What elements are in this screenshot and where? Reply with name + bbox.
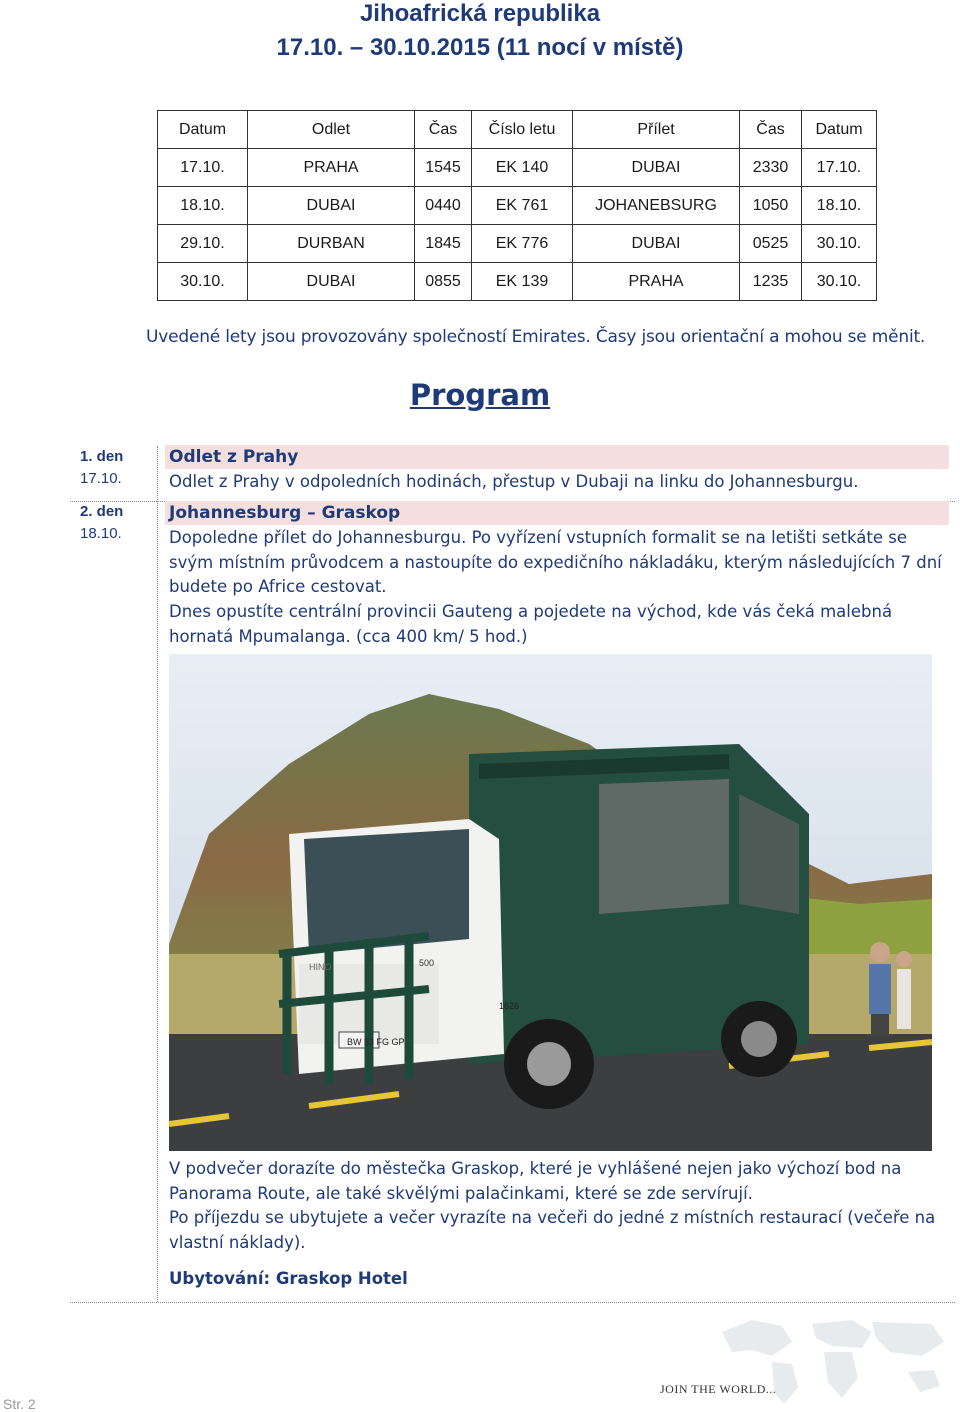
table-cell: 1845 xyxy=(415,225,472,263)
photo-lettering: 500 xyxy=(419,958,435,968)
table-cell: 1545 xyxy=(415,149,472,187)
day-label xyxy=(80,446,123,490)
day-label xyxy=(80,501,123,545)
paragraph: Po příjezdu se ubytujete a večer vyrazíte na večeři do jedné z místních restaurací (večeře na vlastní náklady). xyxy=(169,1208,936,1253)
table-cell: EK 139 xyxy=(472,263,573,301)
table-cell: 0440 xyxy=(415,187,472,225)
day-text xyxy=(169,526,944,650)
truck-photo xyxy=(169,654,932,1151)
table-row xyxy=(158,225,877,263)
table-cell: DUBAI xyxy=(248,263,415,301)
table-cell: 0855 xyxy=(415,263,472,301)
table-cell: 18.10. xyxy=(802,187,877,225)
table-cell: EK 140 xyxy=(472,149,573,187)
page-number: Str. 2 xyxy=(3,1396,36,1412)
table-cell: DURBAN xyxy=(248,225,415,263)
table-cell: 17.10. xyxy=(158,149,248,187)
table-cell: EK 776 xyxy=(472,225,573,263)
page-title: Jihoafrická republika xyxy=(359,0,601,27)
column-header: Odlet xyxy=(248,111,415,149)
paragraph: Dopoledne přílet do Johannesburgu. Po vyřízení vstupních formalit se na letišti setkáte se svým místním průvodcem a nastoupíte do expedičního nákladáku, kterým následujících 7 dní budete po Africe cestovat. xyxy=(169,528,942,597)
day-text xyxy=(169,1157,944,1256)
table-cell: 1050 xyxy=(740,187,802,225)
paragraph: V podvečer dorazíte do městečka Graskop, které je vyhlášené nejen jako výchozí bod na Panorama Route, ale také skvělými palačinkami, které se zde servírují. xyxy=(169,1159,902,1203)
photo-lettering: BW 53 FG GP xyxy=(347,1037,405,1047)
photo-lettering: 1626 xyxy=(499,1001,520,1011)
table-cell: 17.10. xyxy=(802,149,877,187)
table-cell: DUBAI xyxy=(248,187,415,225)
day-text: Odlet z Prahy v odpoledních hodinách, přestup v Dubaji na linku do Johannesburgu. xyxy=(169,472,859,491)
day-title: Johannesburg – Graskop xyxy=(165,501,949,525)
table-row xyxy=(158,263,877,301)
table-cell: 30.10. xyxy=(802,263,877,301)
table-cell: 18.10. xyxy=(158,187,248,225)
table-cell: 30.10. xyxy=(802,225,877,263)
table-cell: 29.10. xyxy=(158,225,248,263)
table-cell: 30.10. xyxy=(158,263,248,301)
photo-lettering: HINO xyxy=(309,962,332,972)
column-header: Datum xyxy=(802,111,877,149)
program-heading: Program xyxy=(409,378,551,412)
column-header: Číslo letu xyxy=(472,111,573,149)
day-date: 17.10. xyxy=(80,470,122,487)
column-header: Přílet xyxy=(573,111,740,149)
column-header: Datum xyxy=(158,111,248,149)
table-cell: PRAHA xyxy=(573,263,740,301)
flight-note: Uvedené lety jsou provozovány společností Emirates. Časy jsou orientační a mohou se měnit. xyxy=(146,327,926,347)
table-cell: EK 761 xyxy=(472,187,573,225)
table-cell: 1235 xyxy=(740,263,802,301)
table-cell: 2330 xyxy=(740,149,802,187)
table-cell: JOHANEBSURG xyxy=(573,187,740,225)
day-number: 1. den xyxy=(80,448,124,465)
day-title: Odlet z Prahy xyxy=(165,445,949,469)
table-row xyxy=(158,187,877,225)
table-cell: PRAHA xyxy=(248,149,415,187)
day-divider xyxy=(70,1302,955,1303)
table-cell: DUBAI xyxy=(573,149,740,187)
day-number: 2. den xyxy=(80,503,124,520)
day-date: 18.10. xyxy=(80,525,122,542)
accommodation: Ubytování: Graskop Hotel xyxy=(169,1269,408,1288)
trip-dates: 17.10. – 30.10.2015 (11 nocí v místě) xyxy=(276,34,684,61)
column-divider xyxy=(157,446,158,1302)
column-header: Čas xyxy=(740,111,802,149)
paragraph: Dnes opustíte centrální provincii Gauteng a pojedete na východ, kde vás čeká malebná hornatá Mpumalanga. (cca 400 km/ 5 hod.) xyxy=(169,602,893,646)
table-cell: DUBAI xyxy=(573,225,740,263)
table-row xyxy=(158,149,877,187)
column-header: Čas xyxy=(415,111,472,149)
table-header-row xyxy=(158,111,877,149)
table-cell: 0525 xyxy=(740,225,802,263)
flight-table xyxy=(157,110,877,301)
brand-slogan: JOIN THE WORLD... xyxy=(660,1382,777,1396)
